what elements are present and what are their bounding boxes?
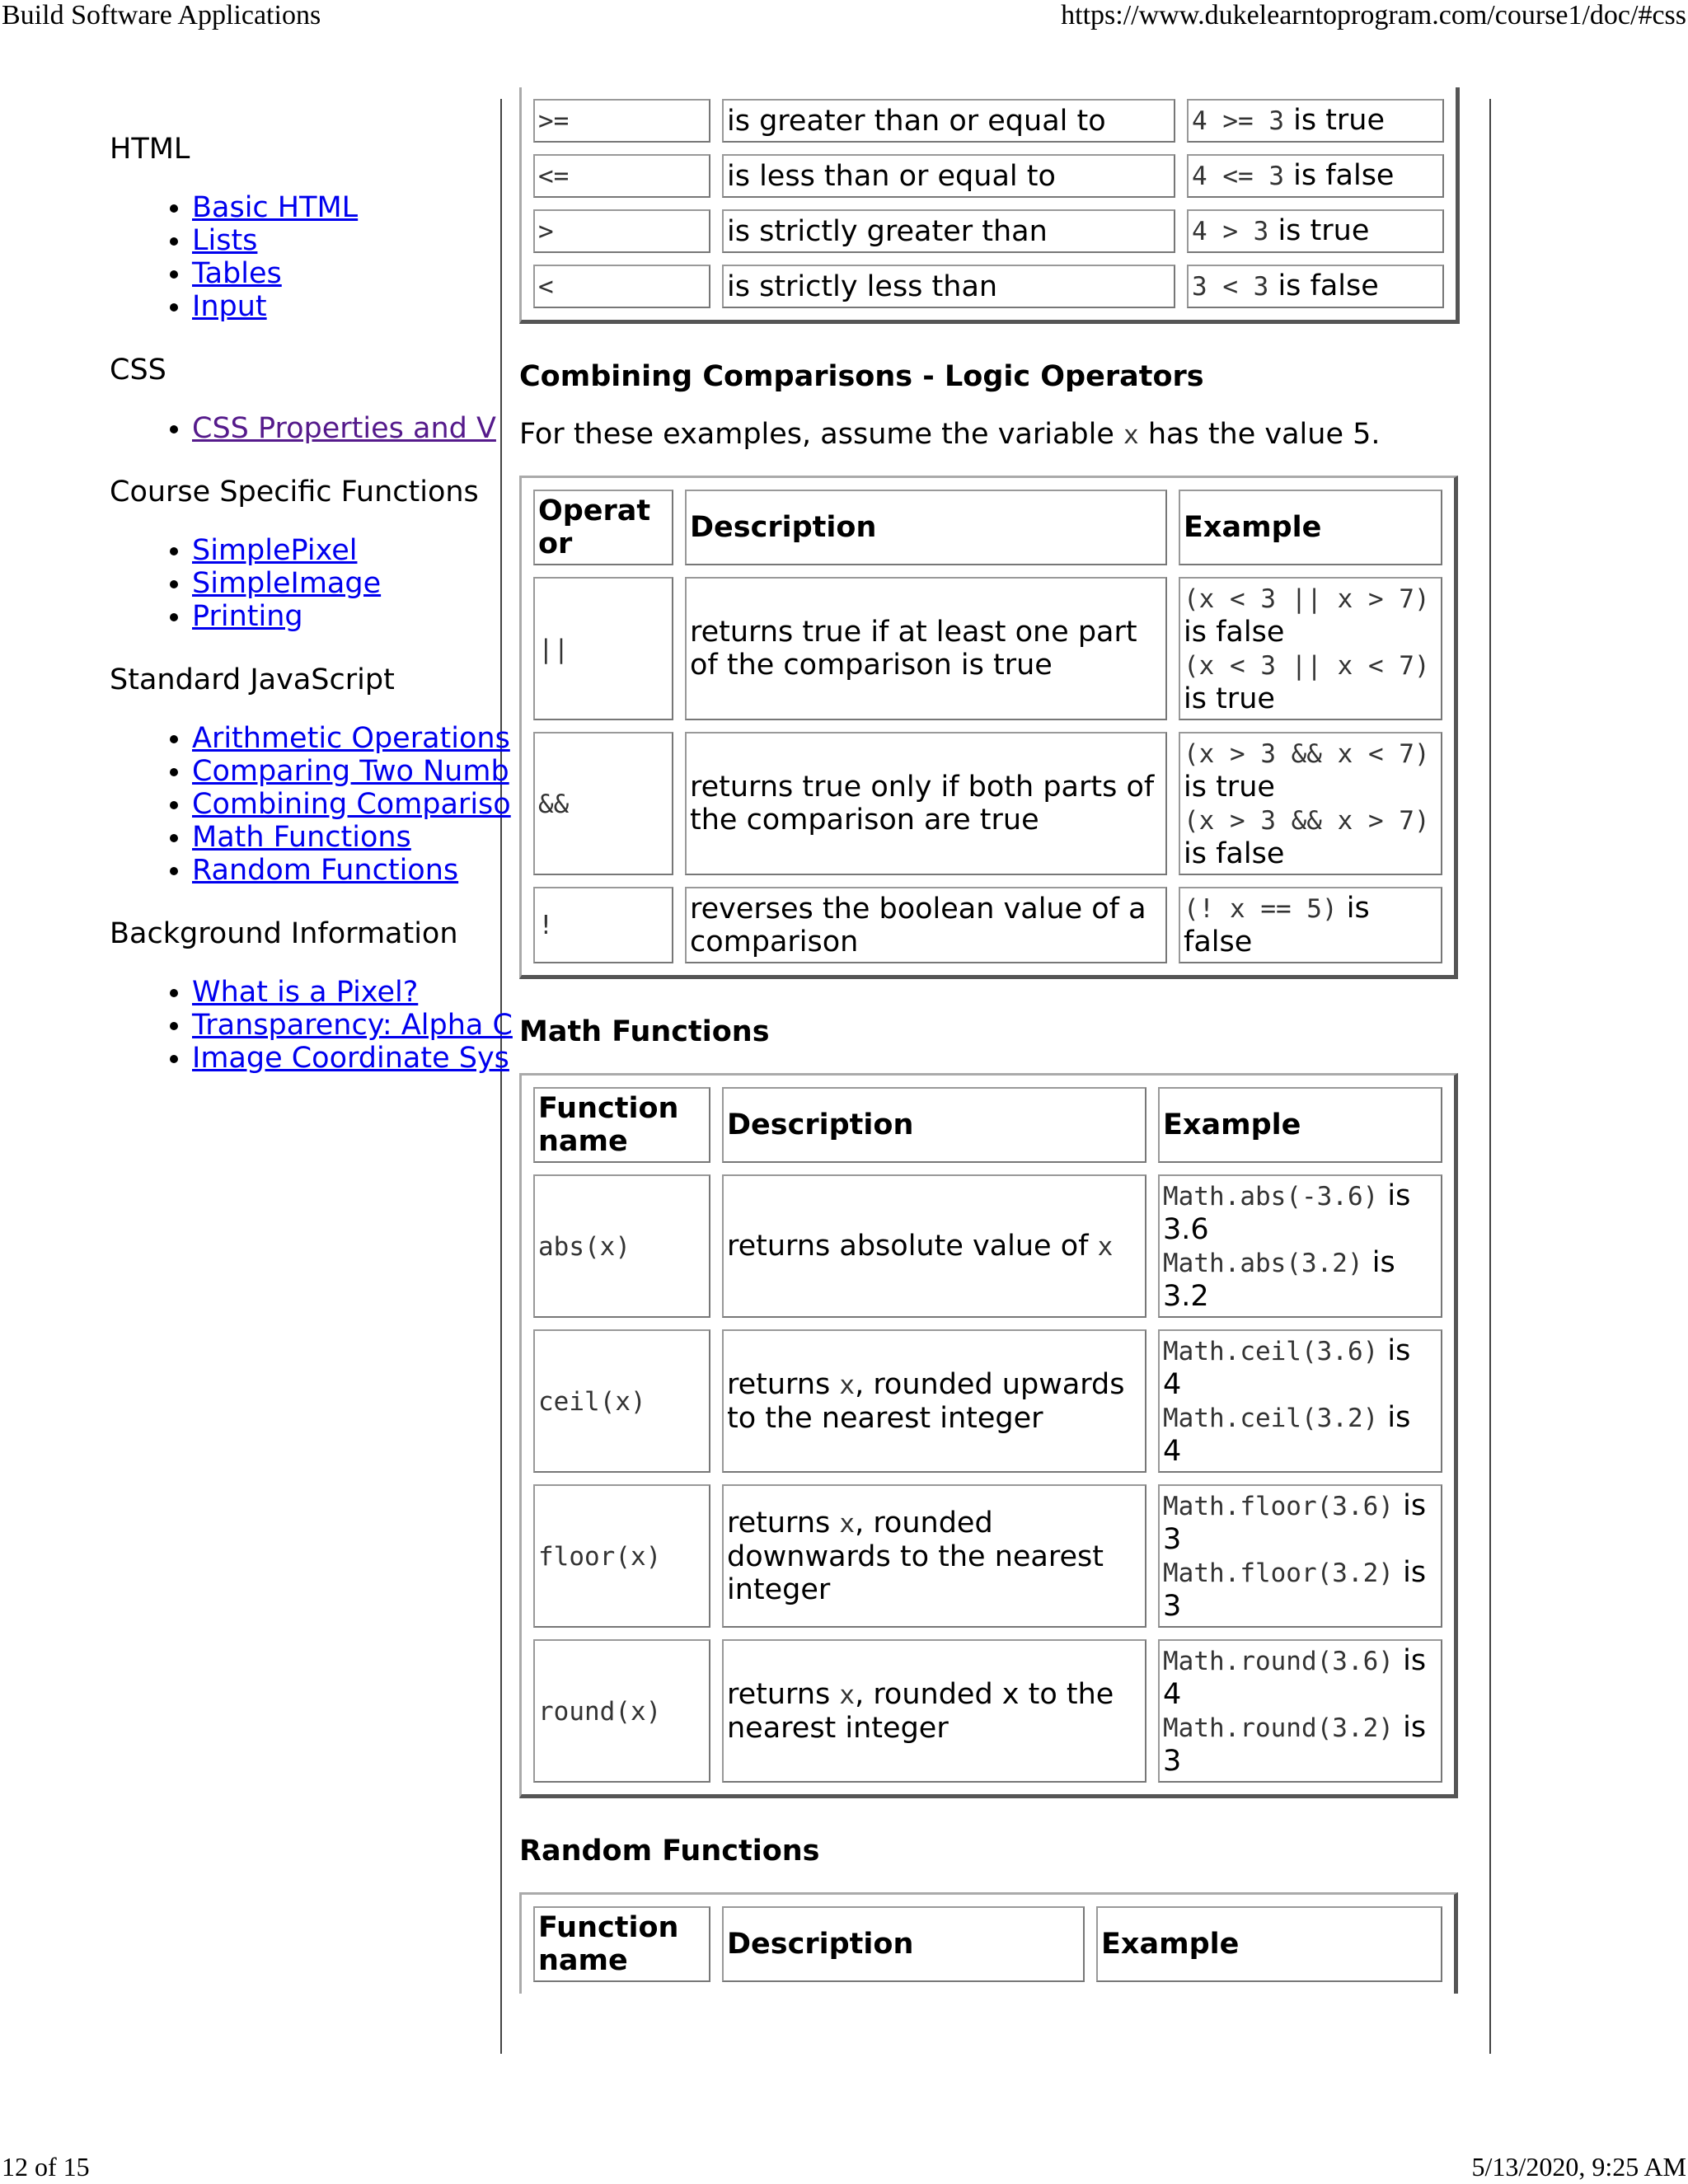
description-cell: is greater than or equal to xyxy=(722,99,1175,143)
description-cell: is strictly greater than xyxy=(722,209,1175,253)
description-cell: returns x, rounded upwards to the nearest integer xyxy=(722,1329,1146,1473)
description-cell: returns x, rounded downwards to the nearest integer xyxy=(722,1484,1146,1628)
table-row xyxy=(533,99,1444,143)
table-row xyxy=(533,1484,1442,1628)
operator-cell: ! xyxy=(533,887,673,963)
example-cell: Math.abs(-3.6) is 3.6 Math.abs(3.2) is 3.2 xyxy=(1158,1174,1442,1318)
print-footer-datetime: 5/13/2020, 9:25 AM xyxy=(1471,2152,1686,2182)
sidebar-item xyxy=(192,534,481,567)
math-functions-table xyxy=(519,1073,1458,1798)
sidebar-link-comparing[interactable]: Comparing Two Numb xyxy=(192,755,509,788)
content-right-border xyxy=(1489,99,1491,2054)
description-cell: returns absolute value of x xyxy=(722,1174,1146,1318)
logic-heading: Combining Comparisons - Logic Operators xyxy=(519,360,1204,393)
print-header-url: https://www.dukelearntoprogram.com/course1/doc/#css xyxy=(1061,0,1686,30)
sidebar-list-css xyxy=(110,412,496,445)
column-header: Description xyxy=(685,490,1167,565)
function-name-cell: abs(x) xyxy=(533,1174,710,1318)
column-header: Example xyxy=(1096,1906,1442,1982)
sidebar-link-math-functions[interactable]: Math Functions xyxy=(192,821,411,854)
operator-cell: < xyxy=(533,265,710,308)
sidebar-item xyxy=(192,257,481,290)
operator-cell: >= xyxy=(533,99,710,143)
table-row xyxy=(533,209,1444,253)
operator-cell: <= xyxy=(533,154,710,198)
sidebar-section-title-background: Background Information xyxy=(110,917,458,950)
sidebar-link-printing[interactable]: Printing xyxy=(192,600,303,633)
sidebar-link-combining[interactable]: Combining Compariso xyxy=(192,788,511,821)
sidebar-section-title-css: CSS xyxy=(110,354,166,387)
sidebar-section-title-standard-js: Standard JavaScript xyxy=(110,663,395,696)
sidebar-link-simplepixel[interactable]: SimplePixel xyxy=(192,534,358,567)
table-header-row xyxy=(533,1906,1442,1982)
sidebar-item xyxy=(192,1042,509,1075)
table-row xyxy=(533,577,1442,720)
table-row xyxy=(533,732,1442,875)
sidebar-item xyxy=(192,224,481,257)
sidebar-item xyxy=(192,290,481,323)
example-cell: Math.ceil(3.6) is 4 Math.ceil(3.2) is 4 xyxy=(1158,1329,1442,1473)
description-cell: is strictly less than xyxy=(722,265,1175,308)
sidebar-item xyxy=(192,976,481,1009)
sidebar-item xyxy=(192,412,496,445)
sidebar-section-title-course-functions: Course Specific Functions xyxy=(110,476,479,509)
math-heading: Math Functions xyxy=(519,1015,770,1048)
description-cell: is less than or equal to xyxy=(722,154,1175,198)
sidebar-item xyxy=(192,1009,513,1042)
sidebar-link-tables[interactable]: Tables xyxy=(192,257,282,290)
table-row xyxy=(533,1639,1442,1783)
sidebar-section-title-html: HTML xyxy=(110,133,190,166)
column-header: Description xyxy=(722,1087,1146,1163)
example-cell: 4 > 3 is true xyxy=(1187,209,1444,253)
sidebar-item xyxy=(192,788,511,821)
random-heading: Random Functions xyxy=(519,1835,820,1868)
table-row xyxy=(533,154,1444,198)
description-cell: reverses the boolean value of a comparison xyxy=(685,887,1167,963)
sidebar-list-standard-js xyxy=(110,722,511,887)
sidebar-link-transparency[interactable]: Transparency: Alpha C xyxy=(192,1009,513,1042)
sidebar-link-lists[interactable]: Lists xyxy=(192,224,258,257)
print-header-title: Build Software Applications xyxy=(2,0,321,30)
column-header: Function name xyxy=(533,1087,710,1163)
description-cell: returns x, rounded x to the nearest integer xyxy=(722,1639,1146,1783)
print-footer-page: 12 of 15 xyxy=(2,2152,90,2182)
sidebar-divider xyxy=(500,99,502,2054)
example-cell: 4 <= 3 is false xyxy=(1187,154,1444,198)
function-name-cell: round(x) xyxy=(533,1639,710,1783)
sidebar-item xyxy=(192,600,481,633)
table-header-row xyxy=(533,1087,1442,1163)
sidebar-list-course-functions xyxy=(110,534,481,633)
print-footer xyxy=(0,2144,1688,2184)
table-row xyxy=(533,887,1442,963)
sidebar-item xyxy=(192,821,481,854)
column-header: Function name xyxy=(533,1906,710,1982)
column-header: Example xyxy=(1179,490,1442,565)
comparison-table xyxy=(519,87,1460,324)
function-name-cell: ceil(x) xyxy=(533,1329,710,1473)
sidebar-item xyxy=(192,854,481,887)
column-header: Operator xyxy=(533,490,673,565)
description-cell: returns true only if both parts of the comparison are true xyxy=(685,732,1167,875)
example-cell: 3 < 3 is false xyxy=(1187,265,1444,308)
example-cell: (x > 3 && x < 7) is true (x > 3 && x > 7) is false xyxy=(1179,732,1442,875)
logic-intro: For these examples, assume the variable x has the value 5. xyxy=(519,418,1381,451)
print-header xyxy=(0,0,1688,40)
random-functions-table xyxy=(519,1892,1458,1994)
sidebar-item xyxy=(192,722,510,755)
sidebar-nav xyxy=(110,132,513,1104)
example-cell: (x < 3 || x > 7) is false (x < 3 || x < 7) is true xyxy=(1179,577,1442,720)
example-cell: Math.round(3.6) is 4 Math.round(3.2) is 3 xyxy=(1158,1639,1442,1783)
operator-cell: || xyxy=(533,577,673,720)
table-row xyxy=(533,1329,1442,1473)
operator-cell: > xyxy=(533,209,710,253)
column-header: Description xyxy=(722,1906,1085,1982)
sidebar-link-basic-html[interactable]: Basic HTML xyxy=(192,191,359,224)
sidebar-link-simpleimage[interactable]: SimpleImage xyxy=(192,567,382,600)
sidebar-link-css-properties[interactable]: CSS Properties and V xyxy=(192,412,496,445)
table-header-row xyxy=(533,490,1442,565)
table-row xyxy=(533,1174,1442,1318)
example-cell: 4 >= 3 is true xyxy=(1187,99,1444,143)
example-cell: Math.floor(3.6) is 3 Math.floor(3.2) is 3 xyxy=(1158,1484,1442,1628)
logic-operators-table xyxy=(519,476,1458,979)
sidebar-list-html xyxy=(110,191,481,323)
sidebar-link-random-functions[interactable]: Random Functions xyxy=(192,854,459,887)
table-row xyxy=(533,265,1444,308)
sidebar-item xyxy=(192,191,481,224)
sidebar-list-background xyxy=(110,976,513,1075)
sidebar-item xyxy=(192,755,509,788)
sidebar-link-arithmetic[interactable]: Arithmetic Operations xyxy=(192,722,510,755)
sidebar-link-input[interactable]: Input xyxy=(192,290,267,323)
function-name-cell: floor(x) xyxy=(533,1484,710,1628)
sidebar-link-image-coordinates[interactable]: Image Coordinate Sys xyxy=(192,1042,509,1075)
column-header: Example xyxy=(1158,1087,1442,1163)
main-content xyxy=(519,99,1455,1994)
sidebar-link-what-is-pixel[interactable]: What is a Pixel? xyxy=(192,976,419,1009)
sidebar-item xyxy=(192,567,481,600)
example-cell: (! x == 5) is false xyxy=(1179,887,1442,963)
operator-cell: && xyxy=(533,732,673,875)
description-cell: returns true if at least one part of the comparison is true xyxy=(685,577,1167,720)
